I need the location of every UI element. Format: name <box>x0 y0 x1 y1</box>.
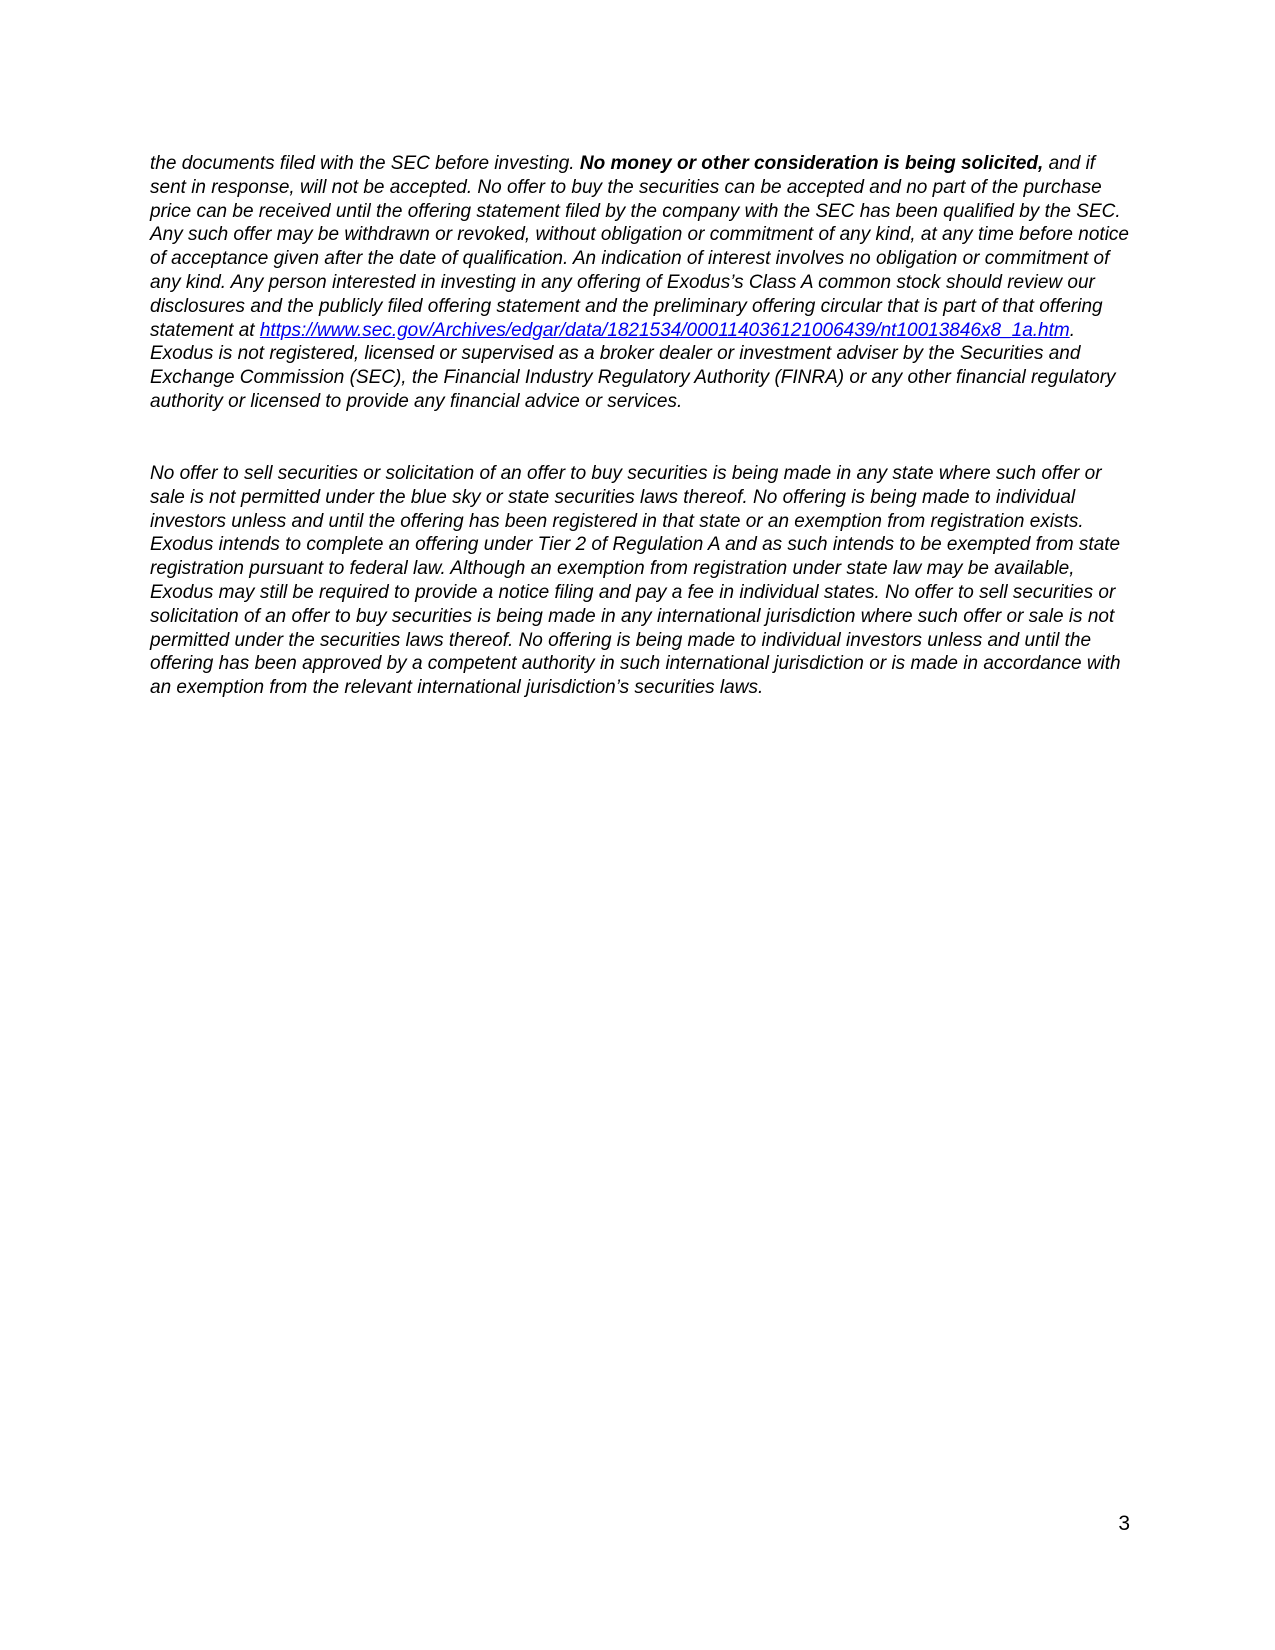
sec-filing-link[interactable]: https://www.sec.gov/Archives/edgar/data/1821534/000114036121006439/nt10013846x8_1a.htm <box>259 319 1070 341</box>
paragraph-2-text: No offer to sell securities or solicitation of an offer to buy securities is being made in any state where such offer or sale is not permitted under the blue sky or state securities laws thereof. No offering is being made to individual investors unless and until the offering has been registered in that state or an exemption from registration exists. Exodus intends to complete an offering under Tier 2 of Regulation A and as such intends to be exempted from state registration pursuant to federal law. Although an exemption from registration under state law may be available, Exodus may still be required to provide a notice filing and pay a fee in individual states. No offer to sell securities or solicitation of an offer to buy securities is being made in any international jurisdiction where such offer or sale is not permitted under the securities laws thereof. No offering is being made to individual investors unless and until the offering has been approved by a competent authority in such international jurisdiction or is made in accordance with an exemption from the relevant international jurisdiction’s securities laws. <box>150 463 1121 699</box>
paragraph-1-middle: and if sent in response, will not be accepted. No offer to buy the securities can be accepted and no part of the purchase price can be received until the offering statement filed by the company with the SEC has been qualified by the SEC. Any such offer may be withdrawn or revoked, without obligation or commitment of any kind, at any time before notice of acceptance given after the date of qualification. An indication of interest involves no obligation or commitment of any kind. Any person interested in investing in any offering of Exodus’s Class A common stock should review our disclosures and the publicly filed offering statement and the preliminary offering circular that is part of that offering statement at <box>150 153 1129 341</box>
paragraph-1-tail: . Exodus is not registered, licensed or supervised as a broker dealer or investment adviser by the Securities and Exchange Commission (SEC), the Financial Industry Regulatory Authority (FINRA) or any other financial regulatory authority or licensed to provide any financial advice or services. <box>150 319 1116 412</box>
disclaimer-paragraph-2 <box>150 462 1130 700</box>
page-number: 3 <box>1118 1512 1130 1535</box>
paragraph-1-lead: the documents filed with the SEC before investing. <box>150 153 580 174</box>
paragraph-1-bold-statement: No money or other consideration is being solicited, <box>579 153 1044 174</box>
paragraph-1-text <box>150 152 1130 414</box>
disclaimer-paragraph-1 <box>150 152 1130 414</box>
